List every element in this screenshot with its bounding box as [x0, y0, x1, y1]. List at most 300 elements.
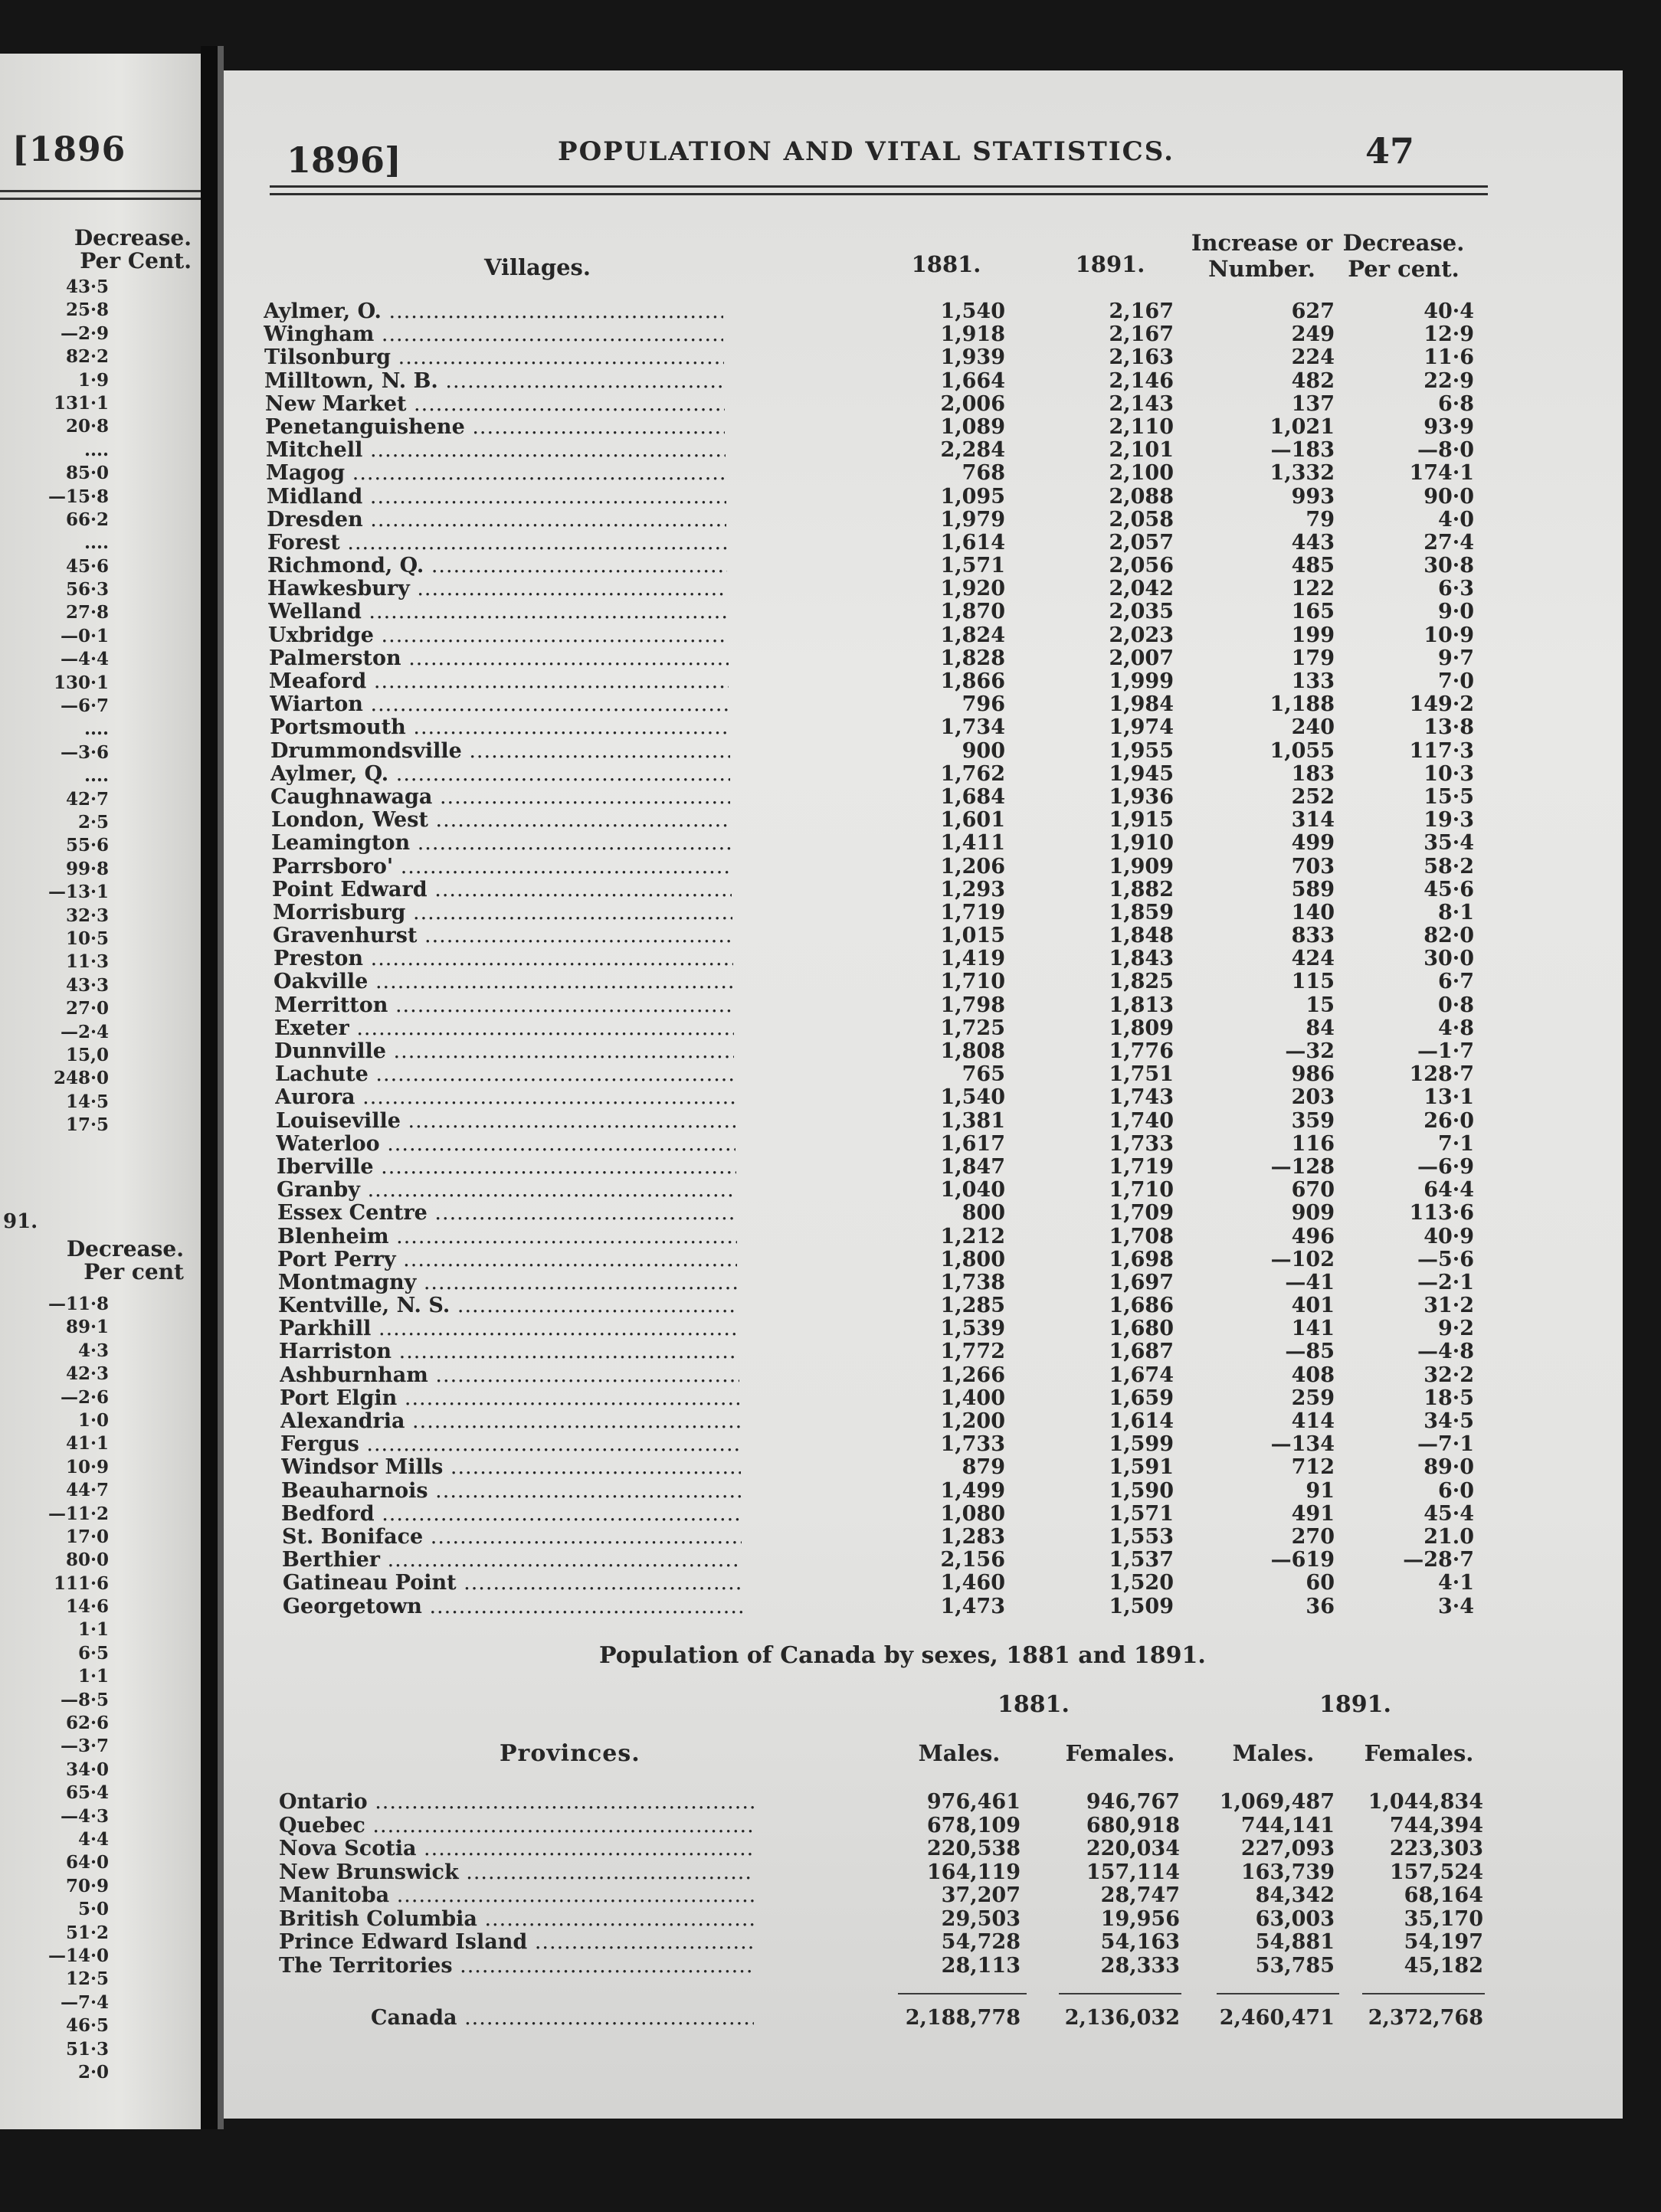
village-name: Berthier ..... — [282, 1549, 742, 1572]
population-1881: 1,381 — [940, 1108, 1005, 1133]
table-row — [224, 1908, 1623, 1932]
province-name: Manitoba ..... — [279, 1884, 754, 1908]
population-1881: 1,206 — [940, 854, 1005, 879]
village-name: Fergus ..... — [280, 1433, 740, 1456]
village-name: Tilsonburg ..... — [264, 346, 724, 369]
village-name: Bedford ..... — [281, 1503, 741, 1526]
village-name: Drummondsville ..... — [270, 740, 730, 763]
population-1881: 1,601 — [940, 808, 1005, 833]
change-percent: 10·9 — [1423, 623, 1474, 647]
table-row — [224, 300, 1623, 323]
population-1881: 1,733 — [940, 1432, 1005, 1457]
change-number: 133 — [1291, 669, 1335, 693]
population-1881: 1,800 — [940, 1247, 1005, 1271]
population-1881: 1,979 — [940, 507, 1005, 532]
population-1891: 1,751 — [1109, 1062, 1174, 1087]
population-1891: 1,509 — [1109, 1594, 1174, 1618]
change-percent: 113·6 — [1409, 1201, 1474, 1225]
population-1891: 1,825 — [1109, 970, 1174, 994]
population-1881: 1,283 — [940, 1524, 1005, 1549]
females-1891-head: Females. — [1364, 1740, 1474, 1766]
population-1891: 1,859 — [1109, 900, 1174, 924]
left-page-value: 44·7 — [65, 1480, 109, 1501]
change-percent: 93·9 — [1423, 414, 1474, 439]
table-row — [224, 486, 1623, 509]
left-page-value: 62·6 — [65, 1713, 109, 1734]
males-1881: 54,728 — [941, 1930, 1021, 1954]
table-row — [224, 439, 1623, 462]
left-page-value: 41·1 — [65, 1433, 109, 1454]
change-number: 84 — [1306, 1016, 1335, 1040]
table-row — [224, 740, 1623, 763]
females-1891: 744,394 — [1389, 1813, 1483, 1837]
change-number: —183 — [1270, 438, 1335, 463]
left-page-value: 51·2 — [65, 1922, 109, 1943]
population-1891: 1,740 — [1109, 1108, 1174, 1133]
population-1881: 1,734 — [940, 715, 1005, 740]
change-percent: 13·8 — [1423, 715, 1474, 740]
village-name: Point Edward ..... — [272, 879, 732, 901]
table-row — [224, 1791, 1623, 1814]
change-percent: 19·3 — [1423, 808, 1474, 833]
total-males-1881: 2,188,778 — [905, 2006, 1021, 2030]
sexes-table-body — [224, 1791, 1623, 1978]
table-row — [224, 600, 1623, 623]
population-1891: 1,813 — [1109, 993, 1174, 1017]
total-row — [224, 2007, 1623, 2030]
population-1881: 1,939 — [940, 345, 1005, 370]
total-label: Canada ..... — [371, 2007, 754, 2030]
change-number: 137 — [1291, 391, 1335, 416]
females-1881: 220,034 — [1086, 1837, 1180, 1860]
change-number: 270 — [1291, 1524, 1335, 1549]
villages-column-head: Villages. — [484, 254, 591, 280]
sum-rule — [898, 1993, 1027, 1994]
change-number: 252 — [1291, 784, 1335, 809]
left-page-value: 27·8 — [65, 602, 109, 623]
change-percent: 4·8 — [1438, 1016, 1474, 1040]
village-name: Preston ..... — [274, 947, 733, 970]
population-1881: 2,006 — [940, 391, 1005, 416]
total-males-1891: 2,460,471 — [1219, 2006, 1335, 2030]
village-name: Portsmouth ..... — [270, 716, 729, 739]
table-row — [224, 555, 1623, 578]
left-page-value: —0·1 — [60, 625, 109, 646]
population-1891: 1,936 — [1109, 784, 1174, 809]
table-row — [224, 1225, 1623, 1248]
village-name: Louiseville ..... — [276, 1110, 735, 1133]
population-1881: 1,614 — [940, 530, 1005, 555]
table-row — [224, 924, 1623, 947]
males-1881: 976,461 — [926, 1790, 1021, 1814]
left-page-value: 15,0 — [65, 1044, 109, 1065]
left-page-column-2 — [2, 1293, 109, 2084]
population-1881: 1,473 — [940, 1594, 1005, 1618]
village-name: Georgetown ..... — [283, 1595, 742, 1618]
population-1891: 1,590 — [1109, 1478, 1174, 1503]
village-name: Alexandria ..... — [280, 1410, 740, 1433]
change-number: 140 — [1291, 900, 1335, 924]
left-page-value: 43·5 — [65, 276, 109, 297]
change-number: 116 — [1291, 1131, 1335, 1156]
table-row — [224, 1202, 1623, 1225]
change-number: 408 — [1291, 1363, 1335, 1387]
village-name: Harriston ..... — [279, 1340, 739, 1363]
left-page-value: 85·0 — [65, 463, 109, 484]
table-row — [224, 994, 1623, 1017]
left-page-value: 248·0 — [53, 1068, 109, 1089]
village-name: Montmagny ..... — [278, 1271, 738, 1294]
males-1881: 37,207 — [941, 1883, 1021, 1907]
population-1891: 1,659 — [1109, 1386, 1174, 1410]
header-rule — [270, 185, 1488, 188]
population-1891: 2,007 — [1109, 646, 1174, 670]
left-page-value: 42·7 — [65, 788, 109, 810]
left-page-value: 89·1 — [65, 1317, 109, 1338]
females-1881: 946,767 — [1086, 1790, 1180, 1814]
table-row — [224, 947, 1623, 970]
population-1881: 1,824 — [940, 623, 1005, 647]
population-1881: 1,411 — [940, 831, 1005, 856]
population-1881: 1,460 — [940, 1571, 1005, 1595]
population-1881: 1,870 — [940, 600, 1005, 624]
left-page-section-marker: 91. — [3, 1210, 38, 1233]
left-page-value: 2·5 — [77, 811, 109, 833]
males-1891: 63,003 — [1255, 1906, 1335, 1931]
population-1881: 1,798 — [940, 993, 1005, 1017]
change-number: 203 — [1291, 1085, 1335, 1110]
left-page-value: 32·3 — [65, 905, 109, 926]
village-name: Leamington ..... — [271, 832, 731, 855]
left-page-fragment — [0, 54, 201, 2129]
left-page-value: 46·5 — [65, 2015, 109, 2037]
village-name: Aylmer, Q. ..... — [270, 763, 730, 786]
population-1881: 1,200 — [940, 1409, 1005, 1433]
males-1891: 1,069,487 — [1219, 1790, 1335, 1814]
population-1891: 1,915 — [1109, 808, 1174, 833]
province-name: Ontario ..... — [279, 1791, 754, 1814]
population-1881: 1,285 — [940, 1294, 1005, 1318]
table-row — [224, 509, 1623, 532]
change-number: 141 — [1291, 1317, 1335, 1341]
change-number: 240 — [1291, 715, 1335, 740]
year-1881-group-head: 1881. — [998, 1691, 1070, 1718]
population-1891: 2,056 — [1109, 554, 1174, 578]
left-page-value: —4·3 — [60, 1805, 109, 1827]
table-row — [224, 1040, 1623, 1063]
province-name: Quebec ..... — [279, 1814, 754, 1838]
population-1891: 2,088 — [1109, 484, 1174, 509]
males-1881-head: Males. — [918, 1740, 1001, 1766]
change-percent: 22·9 — [1423, 368, 1474, 393]
population-1891: 1,719 — [1109, 1154, 1174, 1179]
left-page-value: .... — [84, 439, 109, 460]
left-page-value: 130·1 — [53, 672, 109, 693]
left-page-value: 43·3 — [65, 974, 109, 996]
change-percent: 6·3 — [1438, 577, 1474, 601]
province-name: The Territories ..... — [279, 1955, 754, 1978]
left-page-value: —14·0 — [48, 1945, 109, 1966]
change-percent: 0·8 — [1438, 993, 1474, 1017]
change-percent: 3·4 — [1438, 1594, 1474, 1618]
change-percent: 15·5 — [1423, 784, 1474, 809]
change-number: —32 — [1285, 1039, 1335, 1063]
change-number: 499 — [1291, 831, 1335, 856]
sum-rule — [1059, 1993, 1181, 1994]
table-row — [224, 809, 1623, 832]
population-1881: 1,266 — [940, 1363, 1005, 1387]
table-row — [224, 856, 1623, 879]
change-percent: 34·5 — [1423, 1409, 1474, 1433]
males-1881: 28,113 — [941, 1953, 1021, 1978]
left-page-value: 4·3 — [77, 1340, 109, 1361]
village-name: Essex Centre ..... — [277, 1202, 737, 1225]
change-percent: 26·0 — [1423, 1108, 1474, 1133]
left-page-value: 65·4 — [65, 1782, 109, 1804]
population-1891: 1,809 — [1109, 1016, 1174, 1040]
population-1881: 2,284 — [940, 438, 1005, 463]
change-number: 993 — [1291, 484, 1335, 509]
change-number: 165 — [1291, 600, 1335, 624]
left-page-value: 1·1 — [77, 1666, 109, 1687]
left-page-value: 10·9 — [65, 1456, 109, 1477]
population-1881: 1,762 — [940, 761, 1005, 786]
table-row — [224, 1156, 1623, 1179]
total-females-1881: 2,136,032 — [1064, 2006, 1180, 2030]
males-1891: 163,739 — [1240, 1860, 1335, 1884]
population-1881: 2,156 — [940, 1548, 1005, 1572]
change-percent: —7·1 — [1417, 1432, 1474, 1457]
females-1881: 28,747 — [1100, 1883, 1180, 1907]
change-percent: 6·8 — [1438, 391, 1474, 416]
left-page-value: 45·6 — [65, 555, 109, 577]
population-1881: 1,539 — [940, 1317, 1005, 1341]
change-percent: 21.0 — [1423, 1524, 1474, 1549]
change-percent: 4·0 — [1438, 507, 1474, 532]
village-name: Meaford ..... — [269, 670, 729, 693]
village-name: Palmerston ..... — [269, 647, 729, 670]
left-page-value: —8·5 — [60, 1689, 109, 1710]
population-1891: 2,100 — [1109, 461, 1174, 486]
left-page-value: —11·2 — [48, 1503, 109, 1524]
left-page-value: —3·7 — [60, 1736, 109, 1757]
population-1881: 1,540 — [940, 299, 1005, 323]
population-1881: 1,089 — [940, 414, 1005, 439]
table-row — [224, 323, 1623, 346]
change-percent: 128·7 — [1409, 1062, 1474, 1087]
population-1891: 1,999 — [1109, 669, 1174, 693]
change-percent: 149·2 — [1409, 692, 1474, 717]
village-name: Gatineau Point ..... — [283, 1572, 742, 1595]
females-1891: 157,524 — [1389, 1860, 1483, 1884]
table-row — [224, 970, 1623, 993]
change-number: —102 — [1270, 1247, 1335, 1271]
change-percent: —8·0 — [1417, 438, 1474, 463]
population-1891: 1,698 — [1109, 1247, 1174, 1271]
left-page-value: 1·0 — [77, 1409, 109, 1431]
population-1891: 2,163 — [1109, 345, 1174, 370]
population-1891: 1,614 — [1109, 1409, 1174, 1433]
change-percent: 32·2 — [1423, 1363, 1474, 1387]
change-percent: 18·5 — [1423, 1386, 1474, 1410]
table-row — [224, 1294, 1623, 1317]
table-row — [224, 1387, 1623, 1410]
change-percent: 45·6 — [1423, 877, 1474, 901]
change-number: 482 — [1291, 368, 1335, 393]
village-name: Gravenhurst ..... — [273, 924, 732, 947]
table-row — [224, 1017, 1623, 1040]
change-percent: 8·1 — [1438, 900, 1474, 924]
total-females-1891: 2,372,768 — [1368, 2006, 1483, 2030]
left-page-rule — [0, 190, 201, 192]
population-1891: 2,057 — [1109, 530, 1174, 555]
village-name: Merritton ..... — [274, 994, 734, 1017]
change-percent: 40·4 — [1423, 299, 1474, 323]
females-1891: 223,303 — [1389, 1837, 1483, 1860]
left-page-value: —2·9 — [60, 322, 109, 344]
village-name: Aurora ..... — [275, 1086, 735, 1109]
left-page-value: 17·5 — [65, 1114, 109, 1136]
change-percent: 82·0 — [1423, 924, 1474, 948]
population-1881: 879 — [962, 1455, 1005, 1480]
females-1881-head: Females. — [1065, 1740, 1175, 1766]
population-1881: 1,866 — [940, 669, 1005, 693]
change-number: 259 — [1291, 1386, 1335, 1410]
table-row — [224, 370, 1623, 393]
village-name: Milltown, N. B. ..... — [264, 370, 724, 393]
change-number: 401 — [1291, 1294, 1335, 1318]
population-1891: 1,520 — [1109, 1571, 1174, 1595]
population-1881: 1,040 — [940, 1178, 1005, 1203]
village-name: Penetanguishene ..... — [265, 416, 725, 439]
population-1881: 1,719 — [940, 900, 1005, 924]
left-page-value: 66·2 — [65, 509, 109, 530]
table-row — [224, 763, 1623, 786]
village-name: Exeter ..... — [274, 1017, 734, 1040]
province-name: Prince Edward Island ..... — [279, 1931, 754, 1955]
village-name: Waterloo ..... — [276, 1133, 735, 1156]
table-row — [224, 393, 1623, 416]
left-page-value: 5·0 — [77, 1899, 109, 1920]
change-number: 199 — [1291, 623, 1335, 647]
change-percent: 35·4 — [1423, 831, 1474, 856]
change-number: 1,021 — [1270, 414, 1335, 439]
population-1881: 800 — [962, 1201, 1005, 1225]
change-percent: 7·1 — [1438, 1131, 1474, 1156]
left-page-value: —2·4 — [60, 1021, 109, 1042]
province-name: British Columbia ..... — [279, 1908, 754, 1932]
village-name: Ashburnham ..... — [280, 1364, 739, 1387]
village-name: Midland ..... — [267, 486, 726, 509]
running-head-year: 1896] — [287, 139, 401, 181]
change-number: 314 — [1291, 808, 1335, 833]
change-number: 1,332 — [1270, 461, 1335, 486]
left-page-value: 99·8 — [65, 858, 109, 879]
change-number: 703 — [1291, 854, 1335, 879]
population-1881: 1,400 — [940, 1386, 1005, 1410]
females-1881: 157,114 — [1086, 1860, 1180, 1884]
left-page-value: 25·8 — [65, 299, 109, 321]
table-row — [224, 901, 1623, 924]
village-name: St. Boniface ..... — [282, 1526, 742, 1549]
table-row — [224, 1271, 1623, 1294]
change-percent: 174·1 — [1409, 461, 1474, 486]
left-page-value: 6·5 — [77, 1642, 109, 1664]
population-1891: 1,974 — [1109, 715, 1174, 740]
village-name: Port Elgin ..... — [280, 1387, 739, 1410]
book-gutter-edge — [218, 46, 224, 2129]
increase-number-column-head: Increase or Number. — [1191, 230, 1333, 282]
population-1891: 1,680 — [1109, 1317, 1174, 1341]
table-row — [224, 1179, 1623, 1202]
left-page-value: —11·8 — [48, 1294, 109, 1314]
left-page-value: .... — [84, 718, 109, 740]
change-number: 249 — [1291, 322, 1335, 347]
table-row — [224, 1503, 1623, 1526]
left-page-value: 17·0 — [65, 1526, 109, 1547]
province-name: New Brunswick ..... — [279, 1861, 754, 1885]
change-percent: 40·9 — [1423, 1224, 1474, 1248]
males-1891-head: Males. — [1232, 1740, 1315, 1766]
left-page-value: 10·5 — [65, 928, 109, 949]
males-1881: 220,538 — [926, 1837, 1021, 1860]
population-1891: 1,955 — [1109, 738, 1174, 763]
table-row — [224, 1433, 1623, 1456]
population-1881: 768 — [962, 461, 1005, 486]
table-row — [224, 1110, 1623, 1133]
change-percent: —4·8 — [1417, 1340, 1474, 1364]
table-row — [224, 1410, 1623, 1433]
village-name: Wiarton ..... — [270, 693, 729, 716]
change-percent: 12·9 — [1423, 322, 1474, 347]
left-page-value: 1·9 — [77, 369, 109, 391]
population-1881: 1,710 — [940, 970, 1005, 994]
change-percent: 89·0 — [1423, 1455, 1474, 1480]
table-row — [224, 532, 1623, 555]
village-name: Dresden ..... — [267, 509, 726, 532]
year-1881-column-head: 1881. — [911, 251, 981, 277]
left-page-value: —13·1 — [48, 882, 109, 903]
villages-table-body — [224, 300, 1623, 1618]
change-percent: —28·7 — [1403, 1548, 1474, 1572]
change-number: 359 — [1291, 1108, 1335, 1133]
village-name: Lachute ..... — [275, 1063, 735, 1086]
population-1891: 2,023 — [1109, 623, 1174, 647]
change-number: 1,055 — [1270, 738, 1335, 763]
population-1891: 2,101 — [1109, 438, 1174, 463]
change-percent: 10·3 — [1423, 761, 1474, 786]
males-1891: 744,141 — [1240, 1813, 1335, 1837]
village-name: Welland ..... — [268, 600, 728, 623]
table-row — [224, 1456, 1623, 1479]
table-row — [224, 1248, 1623, 1271]
population-1891: 1,945 — [1109, 761, 1174, 786]
village-name: New Market ..... — [265, 393, 725, 416]
change-number: 224 — [1291, 345, 1335, 370]
left-page-value: —15·8 — [48, 486, 109, 507]
females-1881: 680,918 — [1086, 1813, 1180, 1837]
left-page-value: 34·0 — [65, 1759, 109, 1780]
change-number: 496 — [1291, 1224, 1335, 1248]
change-percent: —1·7 — [1417, 1039, 1474, 1063]
village-name: Port Perry ..... — [277, 1248, 737, 1271]
females-1881: 28,333 — [1100, 1953, 1180, 1978]
population-1881: 1,293 — [940, 877, 1005, 901]
population-1891: 2,146 — [1109, 368, 1174, 393]
change-percent: 30·8 — [1423, 554, 1474, 578]
population-1881: 1,828 — [940, 646, 1005, 670]
provinces-column-head: Provinces. — [500, 1740, 640, 1767]
